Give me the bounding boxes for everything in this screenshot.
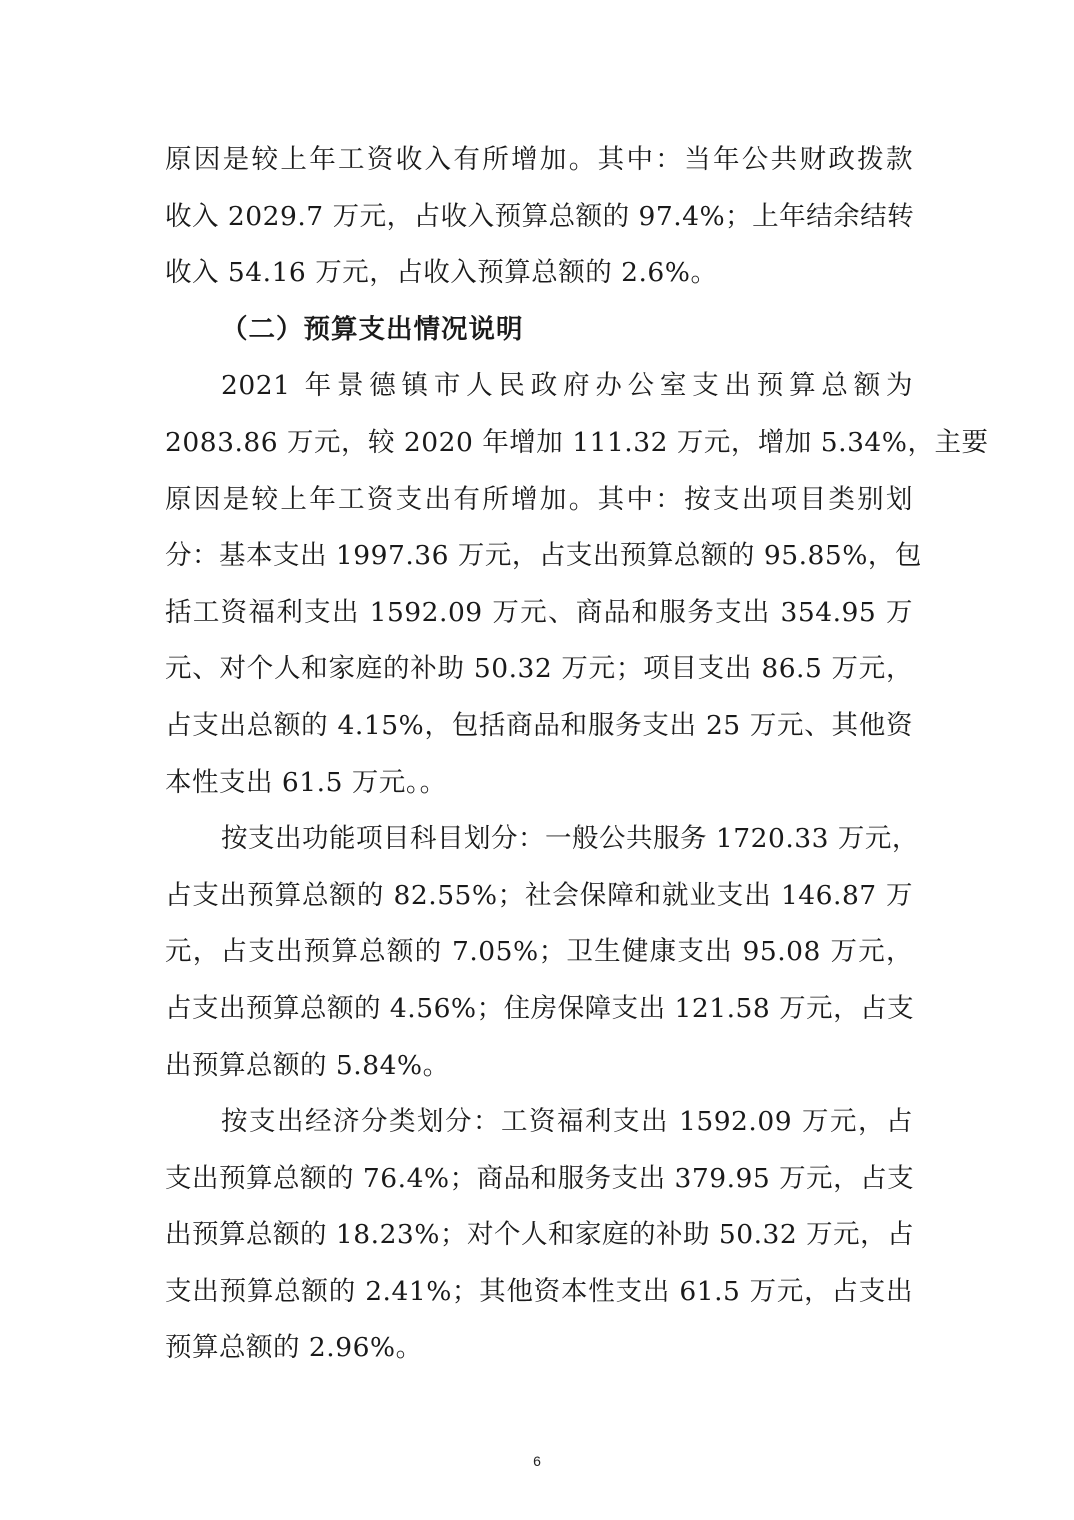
paragraph-economic — [165, 1094, 913, 1377]
text-line: 预算总额的 2.96%。 — [165, 1332, 423, 1364]
text-line: 占支出预算总额的 82.55%；社会保障和就业支出 146.87 万 — [165, 879, 913, 911]
page-number: 6 — [533, 1453, 541, 1469]
paragraph-income-continued — [165, 132, 913, 302]
text-line: 本性支出 61.5 万元。。 — [165, 766, 447, 798]
text-line: 出预算总额的 5.84%。 — [165, 1049, 450, 1081]
text-line: 2083.86 万元，较 2020 年增加 111.32 万元，增加 5.34%，主要 — [165, 426, 989, 458]
text-line: 按支出功能项目科目划分：一般公共服务 1720.33 万元， — [221, 823, 919, 855]
text-line: 元、对个人和家庭的补助 50.32 万元；项目支出 86.5 万元， — [165, 653, 913, 685]
text-line: 原因是较上年工资收入有所增加。其中：当年公共财政拨款 — [165, 144, 913, 175]
text-line: 出预算总额的 18.23%；对个人和家庭的补助 50.32 万元，占 — [165, 1219, 915, 1251]
section-heading: （二）预算支出情况说明 — [221, 313, 524, 345]
text-line: 2021 年景德镇市人民政府办公室支出预算总额为 — [221, 370, 913, 402]
paragraph-expenditure — [165, 358, 989, 811]
text-line: 占支出总额的 4.15%，包括商品和服务支出 25 万元、其他资 — [165, 709, 913, 741]
text-line: 分：基本支出 1997.36 万元，占支出预算总额的 95.85%，包 — [165, 540, 922, 572]
text-line: 括工资福利支出 1592.09 万元、商品和服务支出 354.95 万 — [165, 596, 913, 628]
text-line: 原因是较上年工资支出有所增加。其中：按支出项目类别划 — [165, 483, 913, 515]
paragraph-functional — [165, 811, 919, 1094]
text-line: 元，占支出预算总额的 7.05%；卫生健康支出 95.08 万元， — [165, 936, 913, 968]
text-line: 占支出预算总额的 4.56%；住房保障支出 121.58 万元，占支 — [165, 992, 915, 1024]
text-line: 收入 54.16 万元，占收入预算总额的 2.6%。 — [165, 257, 718, 289]
text-line: 按支出经济分类划分：工资福利支出 1592.09 万元，占 — [221, 1106, 913, 1138]
text-line: 支出预算总额的 2.41%；其他资本性支出 61.5 万元，占支出 — [165, 1275, 913, 1307]
document-body — [165, 132, 989, 1377]
text-line: 收入 2029.7 万元，占收入预算总额的 97.4%；上年结余结转 — [165, 200, 915, 232]
text-line: 支出预算总额的 76.4%；商品和服务支出 379.95 万元，占支 — [165, 1162, 915, 1194]
